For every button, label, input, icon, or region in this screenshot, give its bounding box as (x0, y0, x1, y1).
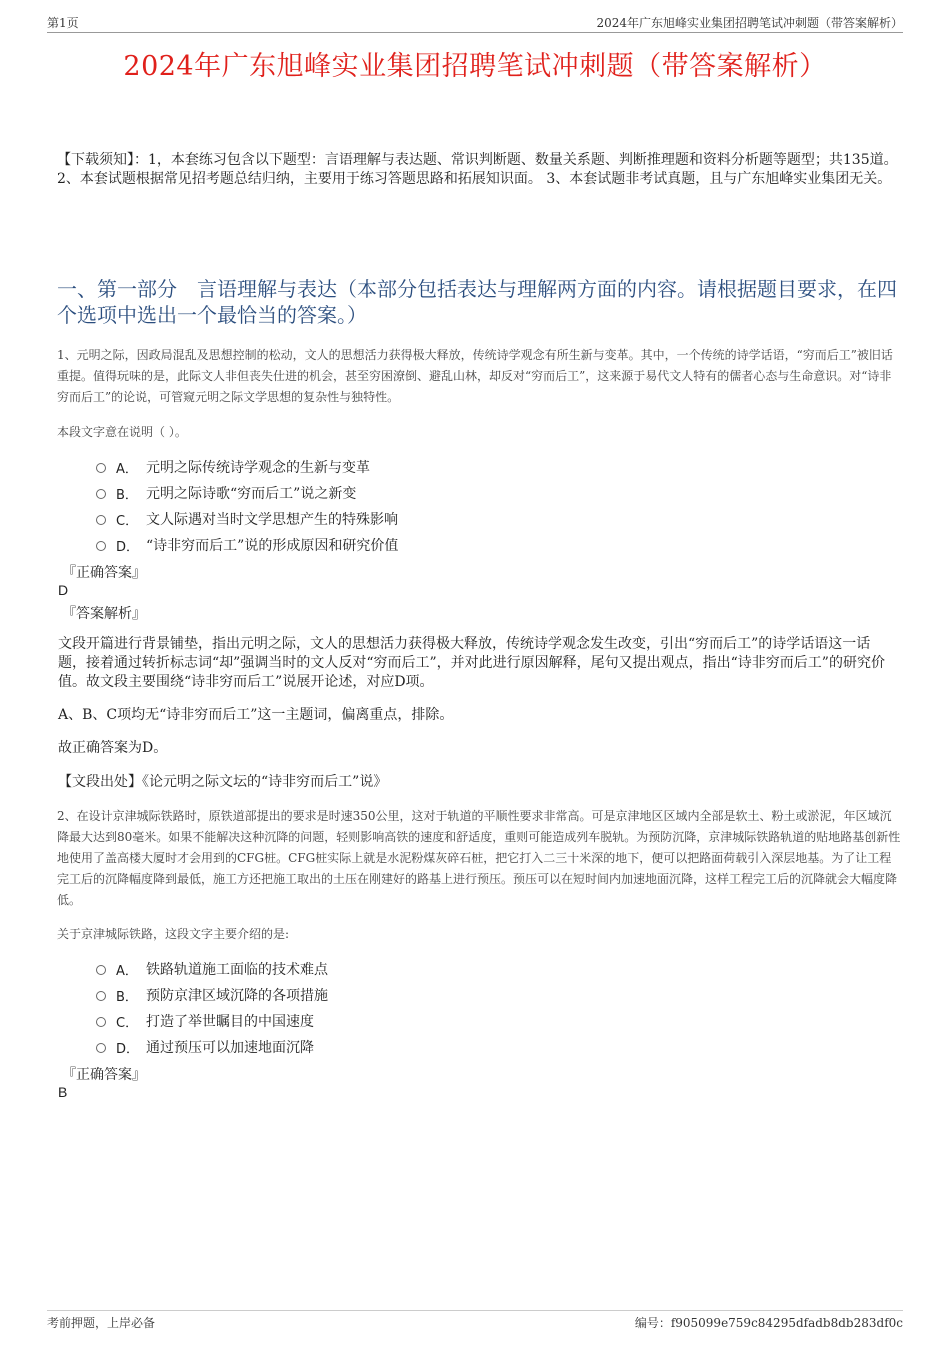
radio-icon[interactable] (96, 991, 106, 1001)
option-text: 打造了举世瞩目的中国速度 (146, 1014, 314, 1030)
question-1-option-b[interactable] (96, 483, 356, 503)
option-text: 文人际遇对当时文学思想产生的特殊影响 (146, 512, 398, 528)
question-2-option-b[interactable] (96, 985, 328, 1005)
question-1-option-a[interactable] (96, 457, 370, 477)
option-letter: D． (116, 1041, 140, 1057)
option-text: 元明之际诗歌“穷而后工”说之新变 (146, 486, 357, 502)
document-id: 编号：f905099e759c84295dfadb8db283df0c (634, 1316, 903, 1330)
header-divider (47, 32, 903, 33)
option-letter: A． (116, 963, 138, 979)
option-text: 元明之际传统诗学观念的生新与变革 (146, 460, 370, 476)
option-letter: B． (116, 989, 138, 1005)
option-letter: A． (116, 461, 138, 477)
correct-answer: B (58, 1084, 68, 1100)
correct-answer-label: 『正确答案』 (62, 1067, 146, 1083)
radio-icon[interactable] (96, 489, 106, 499)
analysis-paragraph: 文段开篇进行背景铺垫，指出元明之际，文人的思想活力获得极大释放，传统诗学观念发生改变，引出“穷而后工”的诗学话语这一话题，接着通过转折标志词“却”强调当时的文人反对“穷而后工”，并对此进行原因解释，尾句又提出观点，指出“诗非穷而后工”的研究价值。故文段主要围绕“诗非穷而后工”说展开论述，对应D项。 (58, 636, 885, 690)
radio-icon[interactable] (96, 1017, 106, 1027)
option-text: 预防京津区域沉降的各项措施 (146, 988, 328, 1004)
option-letter: C． (116, 1015, 139, 1031)
footer-slogan: 考前押题，上岸必备 (47, 1316, 156, 1330)
question-2-option-a[interactable] (96, 959, 328, 979)
option-text: 铁路轨道施工面临的技术难点 (146, 962, 328, 978)
question-1-prompt: 本段文字意在说明（ ）。 (57, 425, 187, 439)
radio-icon[interactable] (96, 515, 106, 525)
question-1-option-d[interactable] (96, 535, 398, 555)
section-heading: 一、第一部分 言语理解与表达（本部分包括表达与理解两方面的内容。请根据题目要求，在四个选项中选出一个最恰当的答案。） (57, 277, 897, 327)
page-number: 第1页 (47, 16, 79, 30)
option-text: “诗非穷而后工”说的形成原因和研究价值 (146, 538, 399, 554)
question-2-text: 2、在设计京津城际铁路时，原铁道部提出的要求是时速350公里，这对于轨道的平顺性要求非常高。可是京津地区区域内全部是软土、粉土或淤泥，年区域沉降最大达到80毫米。如果不能解决这种沉降的问题，轻则影响高铁的速度和舒适度，重则可能造成列车脱轨。为预防沉降，京津城际铁路轨道的贴地路基创新性地使用了盖高楼大厦时才会用到的CFG桩。CFG桩实际上就是水泥粉煤灰碎石桩，把它打入二三十米深的地下，便可以把路面荷载引入深层地基。为了让工程完工后的沉降幅度降到最低，施工方还把施工取出的土压在刚建好的路基上进行预压。预压可以在短时间内加速地面沉降，这样工程完工后的沉降就会大幅度降低。 (57, 809, 901, 907)
analysis-source: 【文段出处】《论元明之际文坛的“诗非穷而后工”说》 (58, 774, 388, 790)
correct-answer: D (58, 582, 69, 598)
correct-answer-label: 『正确答案』 (62, 565, 146, 581)
option-letter: C． (116, 513, 139, 529)
question-1-option-c[interactable] (96, 509, 398, 529)
radio-icon[interactable] (96, 965, 106, 975)
radio-icon[interactable] (96, 1043, 106, 1053)
footer-divider (47, 1310, 903, 1311)
question-2-option-d[interactable] (96, 1037, 314, 1057)
question-2-option-c[interactable] (96, 1011, 314, 1031)
analysis-label: 『答案解析』 (62, 606, 146, 622)
option-letter: D． (116, 539, 140, 555)
analysis-paragraph: A、B、C项均无“诗非穷而后工”这一主题词，偏离重点，排除。 (58, 707, 454, 723)
question-1-text: 1、元明之际，因政局混乱及思想控制的松动，文人的思想活力获得极大释放，传统诗学观念有所生新与变革。其中，一个传统的诗学话语，“穷而后工”被旧话重提。值得玩味的是，此际文人非但丧失仕进的机会，甚至穷困潦倒、避乱山林，却反对“穷而后工”，这来源于易代文人特有的儒者心态与生命意识。对“诗非穷而后工”的论说，可管窥元明之际文学思想的复杂性与独特性。 (57, 348, 893, 404)
question-2-prompt: 关于京津城际铁路，这段文字主要介绍的是: (57, 927, 290, 941)
radio-icon[interactable] (96, 463, 106, 473)
option-letter: B． (116, 487, 138, 503)
option-text: 通过预压可以加速地面沉降 (146, 1040, 314, 1056)
running-title: 2024年广东旭峰实业集团招聘笔试冲刺题（带答案解析） (596, 16, 903, 30)
page-title: 2024年广东旭峰实业集团招聘笔试冲刺题（带答案解析） (123, 51, 827, 82)
download-notice: 【下载须知】：1，本套练习包含以下题型：言语理解与表达题、常识判断题、数量关系题、判断推理题和资料分析题等题型；共135道。 2、本套试题根据常见招考题总结归纳，主要用于练习答题思路和拓展知识面。 3、本套试题非考试真题，且与广东旭峰实业集团无关。 (57, 152, 898, 187)
radio-icon[interactable] (96, 541, 106, 551)
analysis-paragraph: 故正确答案为D。 (58, 740, 168, 756)
